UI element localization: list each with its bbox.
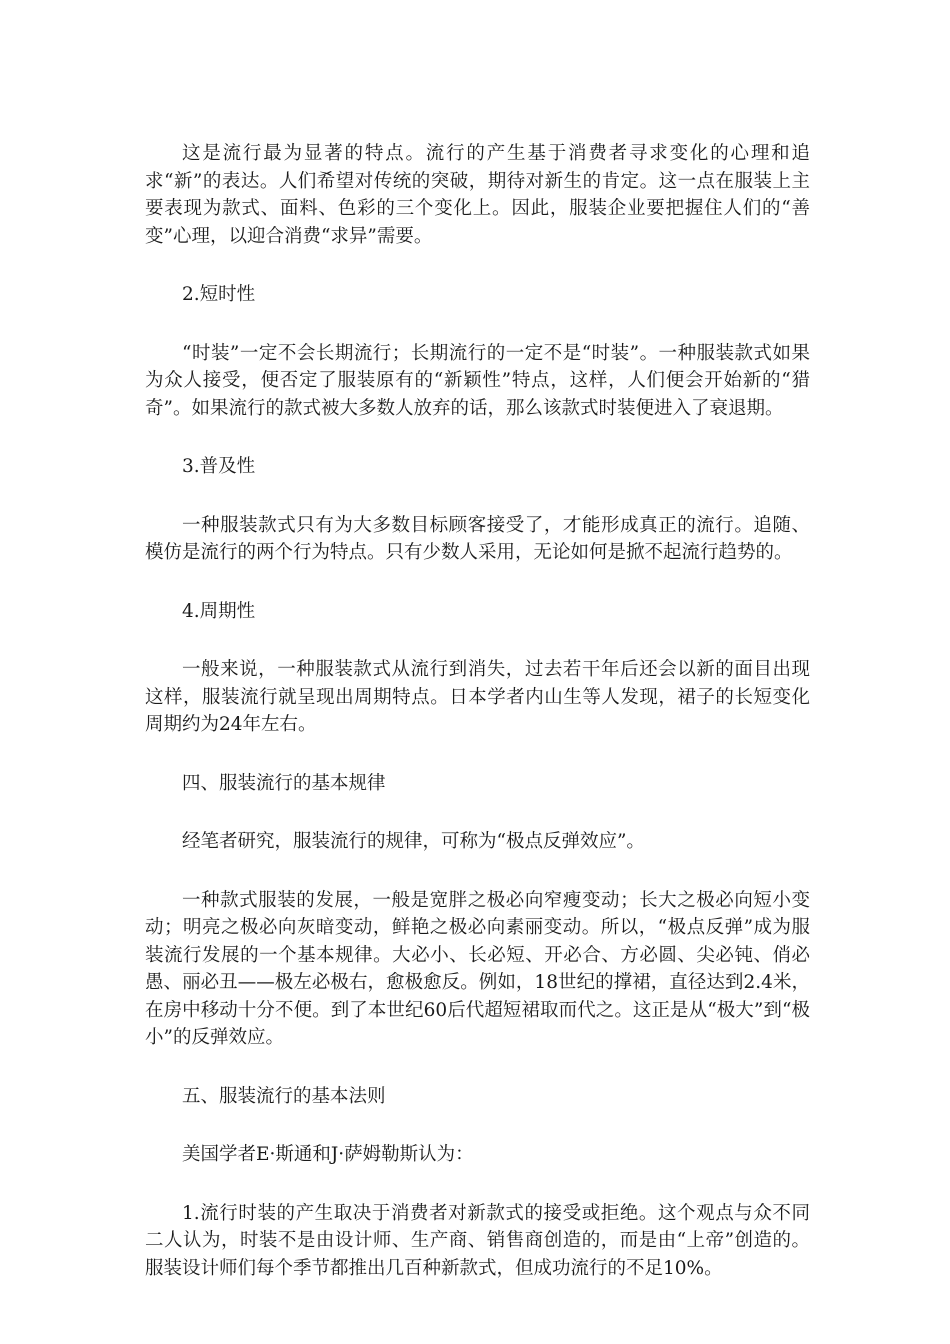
paragraph-short-term: “时装”一定不会长期流行；长期流行的一定不是“时装”。一种服装款式如果为众人接受，便否定了服装原有的“新颖性”特点，这样，人们便会开始新的“猎奇”。如果流行的款式被大多数人放弃的话，那么该款式时装便进入了衰退期。: [145, 342, 810, 419]
heading-section-four: 四、服装流行的基本规律: [182, 772, 386, 794]
paragraph-popularity: 一种服装款式只有为大多数目标顾客接受了，才能形成真正的流行。追随、模仿是流行的两个行为特点。只有少数人采用，无论如何是掀不起流行趋势的。: [145, 514, 810, 563]
document-page: [145, 140, 810, 1313]
paragraph-rule-one: 1.流行时装的产生取决于消费者对新款式的接受或拒绝。这个观点与众不同二人认为，时装不是由设计师、生产商、销售商创造的，而是由“上帝”创造的。服装设计师们每个季节都推出几百种新款式，但成功流行的不足10%。: [145, 1202, 810, 1279]
paragraph-rebound-effect-detail: 一种款式服装的发展，一般是宽胖之极必向窄瘦变动；长大之极必向短小变动；明亮之极必向灰暗变动，鲜艳之极必向素丽变动。所以，“极点反弹”成为服装流行发展的一个基本规律。大必小、长必短、开必合、方必圆、尖必钝、俏必愚、丽必丑——极左必极右，愈极愈反。例如，18世纪的撑裙，直径达到2.4米，在房中移动十分不便。到了本世纪60后代超短裙取而代之。这正是从“极大”到“极小”的反弹效应。: [145, 889, 810, 1048]
paragraph-periodicity: 一般来说，一种服装款式从流行到消失，过去若干年后还会以新的面目出现这样，服装流行就呈现出周期特点。日本学者内山生等人发现，裙子的长短变化周期约为24年左右。: [145, 659, 810, 735]
paragraph-rebound-effect-intro: 经笔者研究，服装流行的规律，可称为“极点反弹效应”。: [182, 831, 645, 852]
heading-periodicity: 4.周期性: [182, 600, 256, 622]
heading-short-term: 2.短时性: [182, 284, 256, 305]
heading-section-five: 五、服装流行的基本法则: [182, 1085, 386, 1107]
heading-popularity: 3.普及性: [182, 456, 256, 477]
paragraph-scholars-intro: 美国学者E·斯通和J·萨姆勒斯认为：: [182, 1144, 474, 1165]
paragraph-novelty-description: 这是流行最为显著的特点。流行的产生基于消费者寻求变化的心理和追求“新”的表达。人们希望对传统的突破，期待对新生的肯定。这一点在服装上主要表现为款式、面料、色彩的三个变化上。因此，服装企业要把握住人们的“善变”心理，以迎合消费“求异”需要。: [145, 143, 810, 247]
